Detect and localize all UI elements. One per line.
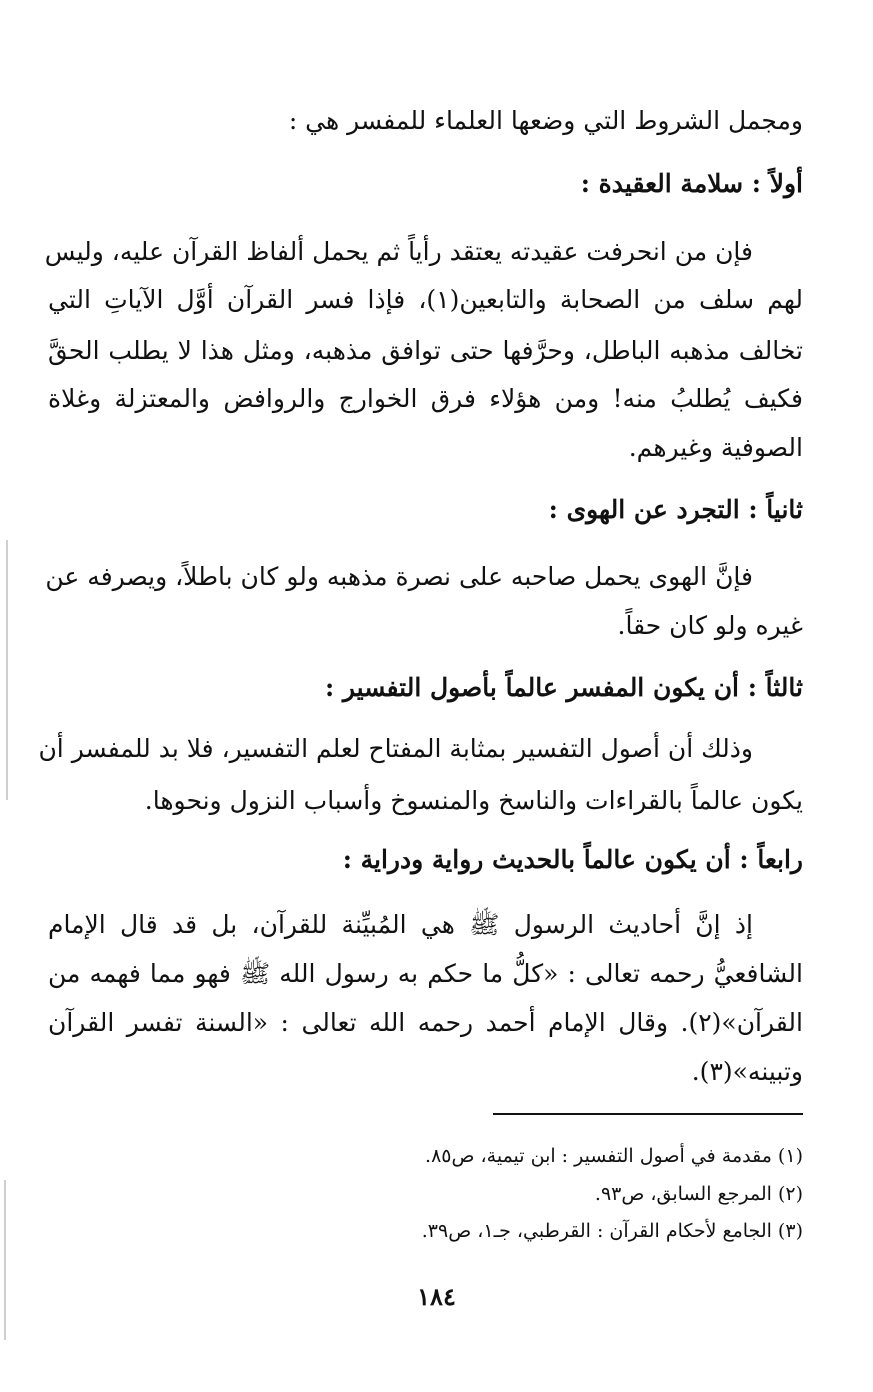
- footnote-2: (٢) المرجع السابق، ص٩٣.: [594, 1183, 803, 1205]
- paragraph-line: إذ إنَّ أحاديث الرسول ﷺ هي المُبيِّنة للقرآن، بل قد قال الإمام: [48, 910, 753, 939]
- footnote-1: (١) مقدمة في أصول التفسير : ابن تيمية، ص٨٥.: [425, 1145, 803, 1167]
- intro-line: ومجمل الشروط التي وضعها العلماء للمفسر هي :: [288, 106, 803, 135]
- paragraph-line: القرآن»(٢). وقال الإمام أحمد رحمه الله تعالى : «السنة تفسر القرآن: [48, 1008, 803, 1037]
- paragraph-line: الشافعيُّ رحمه تعالى : «كلُّ ما حكم به رسول الله ﷺ فهو مما فهمه من: [48, 959, 803, 988]
- section-heading-1: أولاً : سلامة العقيدة :: [580, 169, 803, 198]
- paragraph-line: يكون عالماً بالقراءات والناسخ والمنسوخ وأسباب النزول ونحوها.: [144, 786, 803, 815]
- paragraph-line: وتبينه»(٣).: [691, 1057, 803, 1086]
- paragraph-line: فكيف يُطلبُ منه! ومن هؤلاء فرق الخوارج والروافض والمعتزلة وغلاة: [48, 384, 803, 413]
- footnote-3: (٣) الجامع لأحكام القرآن : القرطبي، جـ١، ص٣٩.: [421, 1220, 803, 1242]
- paragraph-line: فإن من انحرفت عقيدته يعتقد رأياً ثم يحمل ألفاظ القرآن عليه، وليس: [44, 237, 753, 266]
- paragraph-line: الصوفية وغيرهم.: [628, 433, 803, 462]
- section-heading-3: ثالثاً : أن يكون المفسر عالماً بأصول التفسير :: [324, 673, 803, 702]
- section-heading-2: ثانياً : التجرد عن الهوى :: [548, 495, 803, 524]
- scan-edge-shadow: [4, 1180, 6, 1340]
- footnote-separator: [493, 1113, 803, 1115]
- paragraph-line: غيره ولو كان حقاً.: [617, 611, 803, 640]
- paragraph-line: فإنَّ الهوى يحمل صاحبه على نصرة مذهبه ولو كان باطلاً، ويصرفه عن: [45, 562, 753, 591]
- scan-edge-shadow: [6, 540, 8, 800]
- section-heading-4: رابعاً : أن يكون عالماً بالحديث رواية ودراية :: [342, 845, 803, 874]
- paragraph-line: لهم سلف من الصحابة والتابعين(١)، فإذا فسر القرآن أوَّل الآياتِ التي: [48, 285, 803, 314]
- paragraph-line: تخالف مذهبه الباطل، وحرَّفها حتى توافق مذهبه، ومثل هذا لا يطلب الحقَّ: [48, 336, 803, 365]
- page-number: ١٨٤: [417, 1282, 456, 1311]
- paragraph-line: وذلك أن أصول التفسير بمثابة المفتاح لعلم التفسير، فلا بد للمفسر أن: [38, 734, 753, 763]
